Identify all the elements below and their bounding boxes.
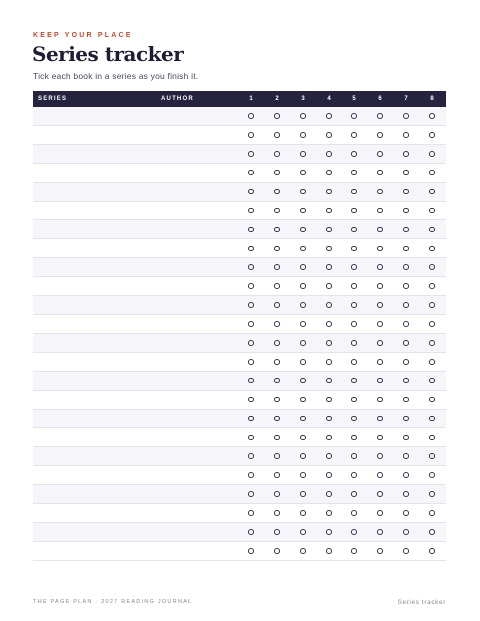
book-checkbox[interactable] [377,548,383,554]
book-checkbox[interactable] [403,472,409,478]
table-row [33,410,446,429]
book-checkbox[interactable] [326,548,332,554]
book-checkbox[interactable] [274,321,280,327]
book-checkbox[interactable] [377,453,383,459]
table-row [33,334,446,353]
table-row [33,485,446,504]
book-number-header-3: 3 [301,96,305,102]
book-checkbox[interactable] [300,227,306,233]
book-checkbox[interactable] [274,283,280,289]
author-column-header: AUTHOR [161,96,194,102]
book-checkbox[interactable] [326,208,332,214]
book-checkbox[interactable] [351,510,357,516]
book-checkbox[interactable] [403,340,409,346]
book-checkbox[interactable] [403,529,409,535]
book-checkbox[interactable] [403,151,409,157]
footer-left: THE PAGE PLAN · 2027 READING JOURNAL [33,599,193,605]
book-checkbox[interactable] [403,397,409,403]
book-number-header-1: 1 [249,96,253,102]
table-header [33,91,446,107]
book-checkbox[interactable] [377,359,383,365]
book-checkbox[interactable] [274,510,280,516]
book-checkbox[interactable] [377,416,383,422]
book-checkbox[interactable] [429,416,435,422]
book-checkbox[interactable] [248,264,254,270]
book-checkbox[interactable] [300,435,306,441]
book-checkbox[interactable] [429,302,435,308]
book-checkbox[interactable] [351,453,357,459]
book-checkbox[interactable] [300,397,306,403]
book-checkbox[interactable] [429,359,435,365]
book-checkbox[interactable] [377,170,383,176]
table-row [33,523,446,542]
book-checkbox[interactable] [326,264,332,270]
book-checkbox[interactable] [377,283,383,289]
book-checkbox[interactable] [429,548,435,554]
book-checkbox[interactable] [351,189,357,195]
book-checkbox[interactable] [248,453,254,459]
book-checkbox[interactable] [248,529,254,535]
book-checkbox[interactable] [403,378,409,384]
book-checkbox[interactable] [351,208,357,214]
book-checkbox[interactable] [403,113,409,119]
book-checkbox[interactable] [403,302,409,308]
book-checkbox[interactable] [248,491,254,497]
book-checkbox[interactable] [326,491,332,497]
book-checkbox[interactable] [274,378,280,384]
book-checkbox[interactable] [351,529,357,535]
book-checkbox[interactable] [326,132,332,138]
table-row [33,428,446,447]
table-row [33,542,446,561]
book-checkbox[interactable] [326,453,332,459]
book-checkbox[interactable] [248,132,254,138]
book-number-header-5: 5 [352,96,356,102]
book-checkbox[interactable] [326,170,332,176]
book-checkbox[interactable] [326,246,332,252]
table-row [33,183,446,202]
book-checkbox[interactable] [429,113,435,119]
table-row [33,466,446,485]
book-checkbox[interactable] [274,302,280,308]
book-checkbox[interactable] [429,246,435,252]
book-checkbox[interactable] [248,246,254,252]
book-checkbox[interactable] [351,321,357,327]
book-checkbox[interactable] [403,491,409,497]
book-checkbox[interactable] [429,321,435,327]
book-checkbox[interactable] [403,227,409,233]
book-checkbox[interactable] [403,208,409,214]
book-checkbox[interactable] [300,548,306,554]
book-checkbox[interactable] [300,453,306,459]
series-column-header: SERIES [38,96,68,102]
book-checkbox[interactable] [300,491,306,497]
book-checkbox[interactable] [403,416,409,422]
book-checkbox[interactable] [248,378,254,384]
book-checkbox[interactable] [300,472,306,478]
book-checkbox[interactable] [377,529,383,535]
table-row [33,164,446,183]
book-checkbox[interactable] [377,227,383,233]
book-checkbox[interactable] [351,491,357,497]
book-checkbox[interactable] [274,416,280,422]
book-checkbox[interactable] [248,416,254,422]
book-checkbox[interactable] [429,378,435,384]
book-checkbox[interactable] [274,151,280,157]
book-checkbox[interactable] [377,510,383,516]
table-row [33,504,446,523]
book-checkbox[interactable] [429,151,435,157]
book-checkbox[interactable] [429,435,435,441]
book-checkbox[interactable] [248,283,254,289]
book-checkbox[interactable] [300,246,306,252]
book-checkbox[interactable] [326,435,332,441]
book-checkbox[interactable] [300,302,306,308]
book-checkbox[interactable] [377,435,383,441]
book-checkbox[interactable] [403,453,409,459]
book-checkbox[interactable] [403,435,409,441]
book-checkbox[interactable] [300,208,306,214]
book-checkbox[interactable] [377,113,383,119]
book-checkbox[interactable] [326,510,332,516]
table-row [33,107,446,126]
table-row [33,391,446,410]
book-checkbox[interactable] [403,321,409,327]
book-checkbox[interactable] [377,378,383,384]
book-checkbox[interactable] [429,208,435,214]
eyebrow: KEEP YOUR PLACE [33,32,133,39]
book-checkbox[interactable] [429,170,435,176]
book-checkbox[interactable] [377,397,383,403]
book-checkbox[interactable] [351,264,357,270]
table-row [33,447,446,466]
book-checkbox[interactable] [403,510,409,516]
book-checkbox[interactable] [274,264,280,270]
footer-right: Series tracker [397,599,446,606]
book-checkbox[interactable] [429,227,435,233]
book-checkbox[interactable] [429,397,435,403]
book-checkbox[interactable] [351,113,357,119]
book-checkbox[interactable] [326,227,332,233]
book-checkbox[interactable] [351,151,357,157]
table-row [33,277,446,296]
book-checkbox[interactable] [248,189,254,195]
book-checkbox[interactable] [377,491,383,497]
book-checkbox[interactable] [274,113,280,119]
table-row [33,202,446,221]
book-number-header-8: 8 [430,96,434,102]
book-checkbox[interactable] [300,189,306,195]
book-checkbox[interactable] [351,359,357,365]
book-checkbox[interactable] [248,208,254,214]
book-checkbox[interactable] [274,227,280,233]
book-checkbox[interactable] [351,472,357,478]
book-checkbox[interactable] [351,246,357,252]
book-checkbox[interactable] [248,548,254,554]
book-checkbox[interactable] [377,302,383,308]
book-checkbox[interactable] [274,132,280,138]
book-checkbox[interactable] [429,189,435,195]
book-checkbox[interactable] [403,548,409,554]
book-checkbox[interactable] [326,113,332,119]
book-checkbox[interactable] [377,208,383,214]
book-checkbox[interactable] [274,189,280,195]
book-number-header-7: 7 [404,96,408,102]
book-number-header-4: 4 [327,96,331,102]
table-row [33,220,446,239]
book-checkbox[interactable] [403,264,409,270]
book-checkbox[interactable] [326,151,332,157]
book-checkbox[interactable] [351,397,357,403]
table-row [33,239,446,258]
book-checkbox[interactable] [248,302,254,308]
book-checkbox[interactable] [274,491,280,497]
table-row [33,353,446,372]
book-checkbox[interactable] [300,264,306,270]
book-checkbox[interactable] [403,132,409,138]
series-table [33,91,446,561]
book-checkbox[interactable] [248,340,254,346]
book-checkbox[interactable] [377,246,383,252]
book-checkbox[interactable] [377,340,383,346]
table-row [33,258,446,277]
book-checkbox[interactable] [429,472,435,478]
book-checkbox[interactable] [351,416,357,422]
book-checkbox[interactable] [403,246,409,252]
book-checkbox[interactable] [274,472,280,478]
book-checkbox[interactable] [326,529,332,535]
book-number-header-6: 6 [378,96,382,102]
book-number-header-2: 2 [275,96,279,102]
book-checkbox[interactable] [429,453,435,459]
book-checkbox[interactable] [403,170,409,176]
book-checkbox[interactable] [351,283,357,289]
book-checkbox[interactable] [300,510,306,516]
table-row [33,296,446,315]
book-checkbox[interactable] [377,151,383,157]
book-checkbox[interactable] [429,283,435,289]
table-row [33,372,446,391]
book-checkbox[interactable] [351,340,357,346]
book-checkbox[interactable] [326,472,332,478]
book-checkbox[interactable] [274,548,280,554]
book-checkbox[interactable] [274,435,280,441]
book-checkbox[interactable] [326,189,332,195]
book-checkbox[interactable] [300,378,306,384]
book-checkbox[interactable] [403,359,409,365]
book-checkbox[interactable] [274,453,280,459]
book-checkbox[interactable] [248,435,254,441]
page-title: Series tracker [32,42,184,66]
book-checkbox[interactable] [377,189,383,195]
book-checkbox[interactable] [377,264,383,270]
table-row [33,126,446,145]
book-checkbox[interactable] [351,132,357,138]
book-checkbox[interactable] [351,170,357,176]
book-checkbox[interactable] [377,132,383,138]
book-checkbox[interactable] [429,340,435,346]
book-checkbox[interactable] [326,321,332,327]
book-checkbox[interactable] [300,416,306,422]
book-checkbox[interactable] [300,359,306,365]
book-checkbox[interactable] [248,472,254,478]
table-row [33,315,446,334]
book-checkbox[interactable] [300,113,306,119]
book-checkbox[interactable] [300,283,306,289]
book-checkbox[interactable] [429,529,435,535]
book-checkbox[interactable] [300,170,306,176]
book-checkbox[interactable] [351,378,357,384]
book-checkbox[interactable] [274,340,280,346]
book-checkbox[interactable] [326,397,332,403]
book-checkbox[interactable] [248,397,254,403]
book-checkbox[interactable] [326,283,332,289]
book-checkbox[interactable] [326,359,332,365]
book-checkbox[interactable] [248,170,254,176]
table-row [33,145,446,164]
book-checkbox[interactable] [429,491,435,497]
book-checkbox[interactable] [248,359,254,365]
table-body [33,107,446,561]
book-checkbox[interactable] [403,283,409,289]
book-checkbox[interactable] [326,416,332,422]
book-checkbox[interactable] [326,302,332,308]
book-checkbox[interactable] [351,435,357,441]
book-checkbox[interactable] [326,340,332,346]
book-checkbox[interactable] [248,321,254,327]
book-checkbox[interactable] [403,189,409,195]
book-checkbox[interactable] [248,227,254,233]
page-subtitle: Tick each book in a series as you finish it. [33,71,199,81]
book-checkbox[interactable] [274,397,280,403]
book-checkbox[interactable] [300,132,306,138]
book-checkbox[interactable] [248,510,254,516]
book-checkbox[interactable] [300,340,306,346]
book-checkbox[interactable] [377,321,383,327]
book-checkbox[interactable] [351,302,357,308]
book-checkbox[interactable] [274,246,280,252]
book-checkbox[interactable] [429,510,435,516]
book-checkbox[interactable] [274,170,280,176]
book-checkbox[interactable] [429,264,435,270]
book-checkbox[interactable] [300,321,306,327]
book-checkbox[interactable] [351,227,357,233]
book-checkbox[interactable] [326,378,332,384]
book-checkbox[interactable] [429,132,435,138]
book-checkbox[interactable] [351,548,357,554]
book-checkbox[interactable] [300,529,306,535]
book-checkbox[interactable] [300,151,306,157]
book-checkbox[interactable] [248,151,254,157]
book-checkbox[interactable] [248,113,254,119]
book-checkbox[interactable] [377,472,383,478]
book-checkbox[interactable] [274,359,280,365]
book-checkbox[interactable] [274,529,280,535]
book-checkbox[interactable] [274,208,280,214]
